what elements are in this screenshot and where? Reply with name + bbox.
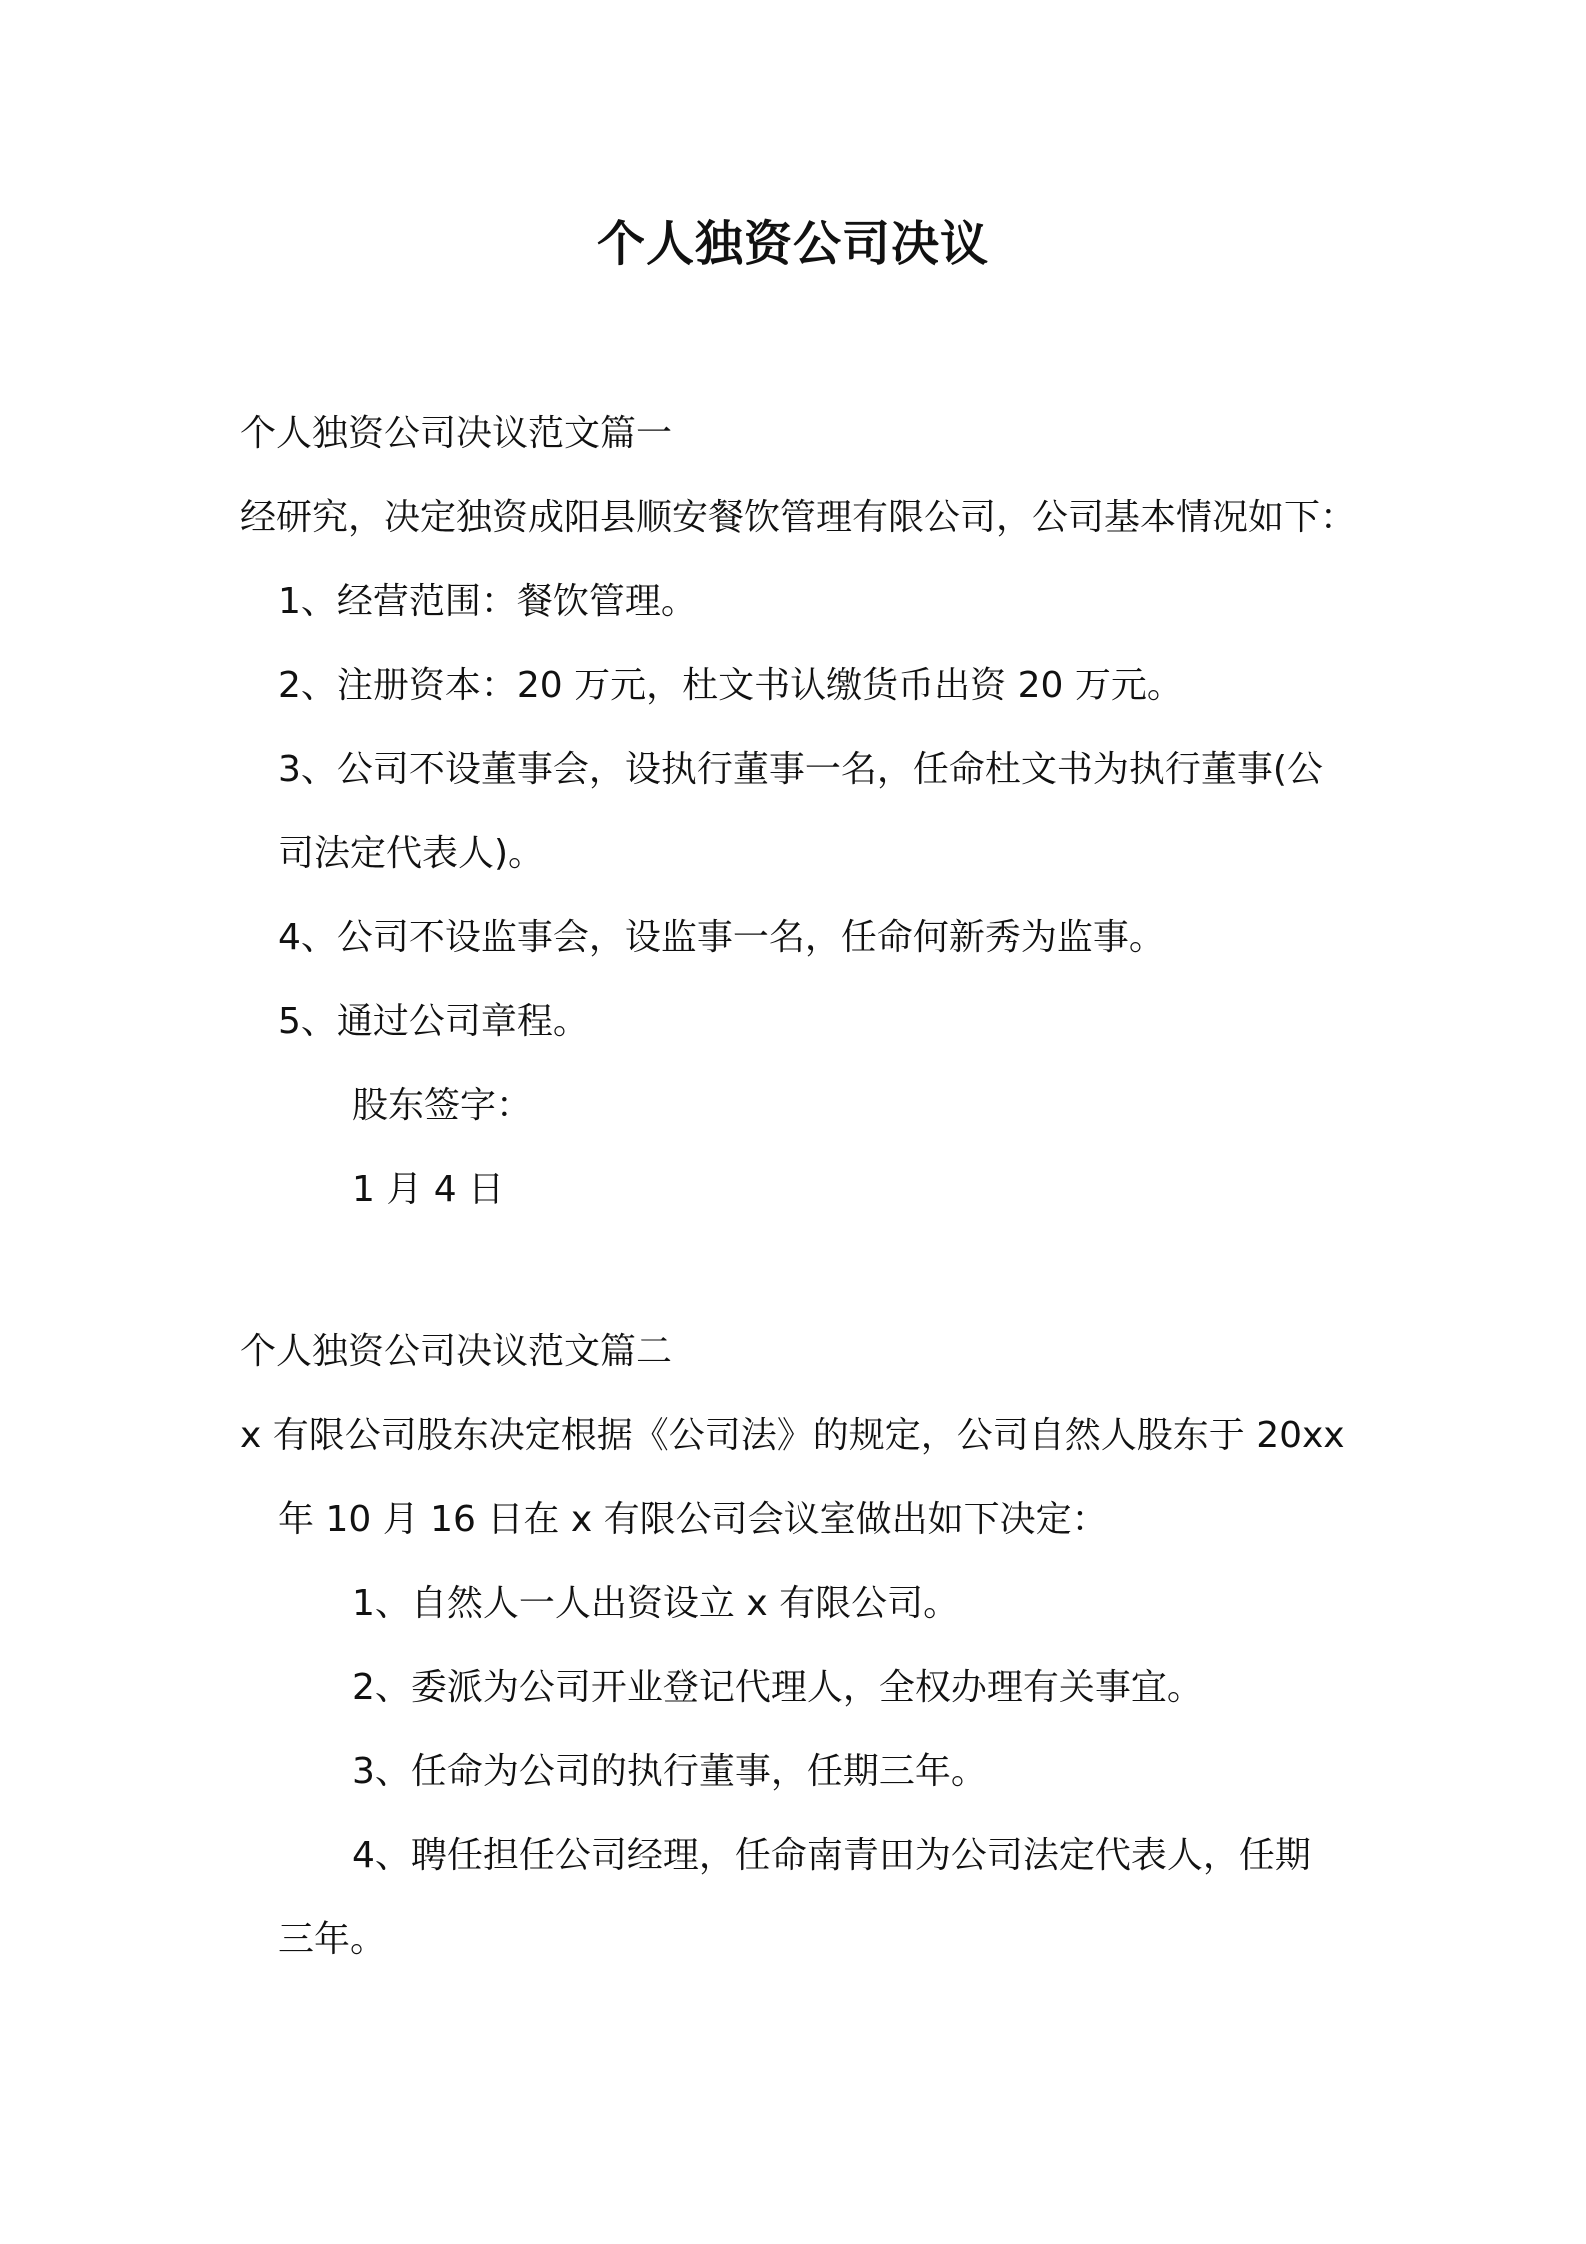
- section1-item: 3、公司不设董事会，设执行董事一名，任命杜文书为执行董事(公: [278, 749, 1323, 790]
- signature-label: 股东签字：: [352, 1085, 533, 1126]
- section1-item: 1、经营范围：餐饮管理。: [278, 581, 697, 622]
- section2-item: 2、委派为公司开业登记代理人，全权办理有关事宜。: [352, 1667, 1203, 1708]
- section1-item-continuation: 司法定代表人)。: [278, 833, 545, 874]
- section1-item: 2、注册资本：20 万元，杜文书认缴货币出资 20 万元。: [278, 665, 1183, 706]
- section1-heading: 个人独资公司决议范文篇一: [240, 413, 673, 454]
- section1-item: 4、公司不设监事会，设监事一名，任命何新秀为监事。: [278, 917, 1165, 958]
- section2-intro-line1: x 有限公司股东决定根据《公司法》的规定，公司自然人股东于 20xx: [240, 1415, 1345, 1456]
- section2-item-continuation: 三年。: [278, 1919, 387, 1960]
- section2-intro-line2: 年 10 月 16 日在 x 有限公司会议室做出如下决定：: [278, 1499, 1108, 1540]
- section2-heading: 个人独资公司决议范文篇二: [240, 1331, 673, 1372]
- section2-item: 3、任命为公司的执行董事，任期三年。: [352, 1751, 987, 1792]
- section1-item: 5、通过公司章程。: [278, 1001, 589, 1042]
- section1-intro: 经研究，决定独资成阳县顺安餐饮管理有限公司，公司基本情况如下：: [240, 497, 1357, 538]
- section2-item: 4、聘任担任公司经理，任命南青田为公司法定代表人，任期: [352, 1835, 1311, 1876]
- section2-item: 1、自然人一人出资设立 x 有限公司。: [352, 1583, 960, 1624]
- document-title: 个人独资公司决议: [596, 216, 989, 272]
- signature-date: 1 月 4 日: [352, 1169, 505, 1210]
